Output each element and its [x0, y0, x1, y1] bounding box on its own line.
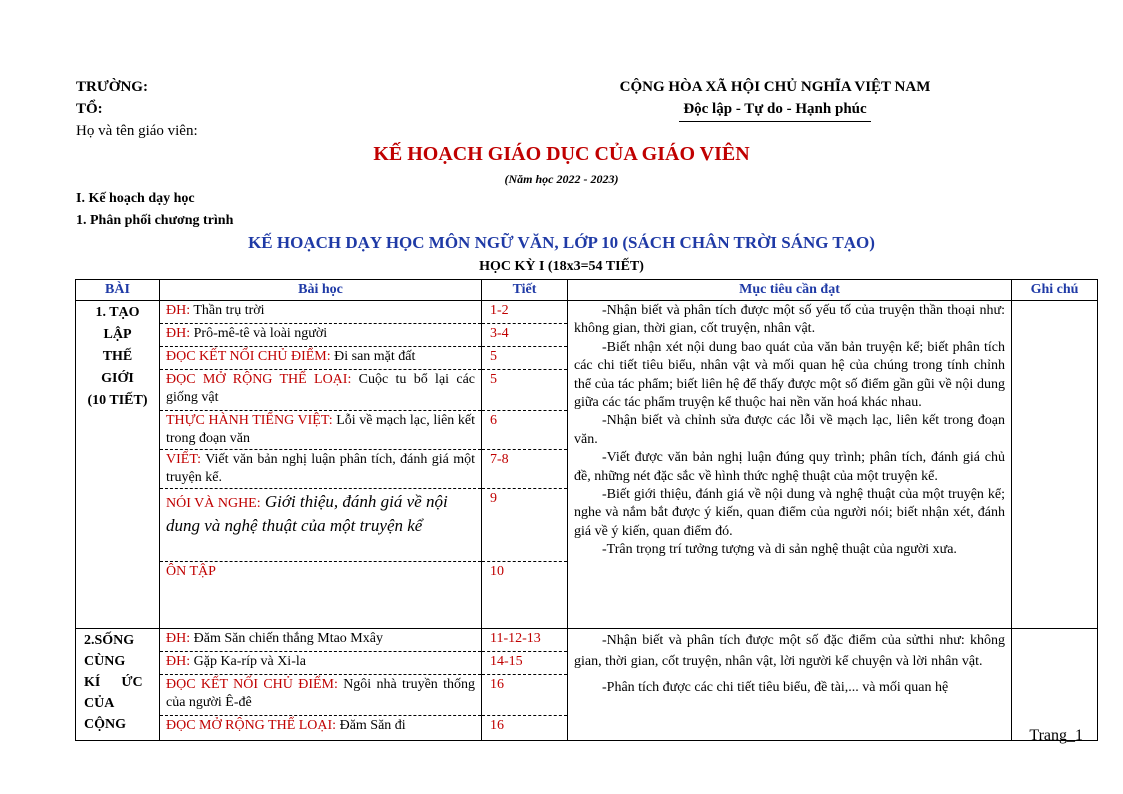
unit-2-lessons	[160, 629, 482, 741]
teacher-label: Họ và tên giáo viên:	[76, 123, 198, 139]
nation-title: CỘNG HÒA XÃ HỘI CHỦ NGHĨA VIỆT NAM	[619, 79, 931, 95]
unit-2-periods: 11-12-13 14-15 16 16	[482, 629, 568, 741]
list-item: THỰC HÀNH TIẾNG VIỆT: Lỗi về mạch lạc, liên kết trong đoạn văn	[160, 411, 481, 450]
table-row	[76, 301, 1098, 629]
motto: Độc lập - Tự do - Hạnh phúc	[679, 98, 870, 122]
header-unit: BÀI	[76, 280, 160, 301]
semester-label: HỌC KỲ I (18x3=54 TIẾT)	[479, 259, 644, 274]
header-right	[560, 76, 990, 122]
unit-1-notes	[1012, 301, 1098, 629]
school-year: (Năm học 2022 - 2023)	[504, 172, 619, 186]
header-goals: Mục tiêu cần đạt	[568, 280, 1012, 301]
unit-1-lessons	[160, 301, 482, 629]
list-item: NÓI VÀ NGHE: Giới thiệu, đánh giá về nội dung và nghệ thuật của một truyện kể	[160, 489, 481, 562]
list-item: ĐH: Thần trụ trời	[160, 301, 481, 324]
header-lesson: Bài học	[160, 280, 482, 301]
list-item: ĐỌC MỞ RỘNG THỂ LOẠI: Cuộc tu bổ lại các giống vật	[160, 370, 481, 411]
unit-1-goals: -Nhận biết và phân tích được một số yếu tố của truyện thần thoại như: không gian, thời gian, cốt truyện, nhân vật. -Biết nhận xét nội dung bao quát của văn bản truyện kể; biết phân tích các chi tiết tiêu biểu, nhân vật và mối quan hệ của chúng trong tính chỉnh thể của tác phẩm; biết liên hệ để thấy được một số điểm gần gũi về nội dung giữa các tác phẩm truyện kể thuộc hai nền văn hoá khác nhau. -Nhận biết và chỉnh sửa được các lỗi về mạch lạc, liên kết trong đoạn văn. -Viết được văn bản nghị luận đúng quy trình; phân tích, đánh giá chủ đề, những nét đặc sắc về hình thức nghệ thuật của một truyện kể. -Biết giới thiệu, đánh giá về nội dung và nghệ thuật của một truyện kể; nghe và nắm bắt được ý kiến, quan điểm của người nói; biết nhận xét, đánh giá về ý kiến, quan điểm đó. -Trân trọng trí tưởng tượng và di sản nghệ thuật của người xưa.	[568, 301, 1012, 629]
unit-1-periods: 1-2 3-4 5 5 6 7-8 9 10	[482, 301, 568, 629]
unit-2-name: 2.SỐNG CÙNG KÍ ỨC CỦA CỘNG	[76, 629, 160, 741]
table-header-row	[76, 280, 1098, 301]
header-left	[76, 76, 198, 142]
unit-2-goals: -Nhận biết và phân tích được một số đặc điểm của sửthi như: không gian, thời gian, cốt truyện, nhân vật, lời người kể chuyện và lời nhân vật. -Phân tích được các chi tiết tiêu biểu, đề tài,... và mối quan hệ	[568, 629, 1012, 741]
list-item: ĐỌC MỞ RỘNG THỂ LOẠI: Đăm Săn đi	[166, 718, 406, 733]
list-item: ĐH: Prô-mê-tê và loài người	[160, 324, 481, 347]
header-notes: Ghi chú	[1012, 280, 1098, 301]
list-item: VIẾT: Viết văn bản nghị luận phân tích, đánh giá một truyện kể.	[160, 450, 481, 489]
list-item: ĐH: Đăm Săn chiến thắng Mtao Mxây	[160, 629, 481, 652]
unit-2-notes	[1012, 629, 1098, 741]
section-heading-1: I. Kế hoạch dạy học	[76, 191, 195, 206]
school-label: TRƯỜNG:	[76, 79, 148, 95]
list-item: ÔN TẬP	[166, 564, 216, 579]
document-title: KẾ HOẠCH GIÁO DỤC CỦA GIÁO VIÊN	[373, 143, 750, 165]
list-item: ĐỌC KẾT NỐI CHỦ ĐIỂM: Đi san mặt đất	[160, 347, 481, 370]
unit-1-name: 1. TẠO LẬP THẾ GIỚI (10 TIẾT)	[76, 301, 160, 629]
header-period: Tiết	[482, 280, 568, 301]
plan-title: KẾ HOẠCH DẠY HỌC MÔN NGỮ VĂN, LỚP 10 (SÁCH CHÂN TRỜI SÁNG TẠO)	[248, 233, 875, 252]
list-item: ĐỌC KẾT NỐI CHỦ ĐIỂM: Ngôi nhà truyền thống của người Ê-đê	[160, 675, 481, 716]
page-number: Trang_1	[1029, 727, 1083, 744]
curriculum-table	[75, 279, 1098, 741]
group-label: TỔ:	[76, 101, 103, 117]
list-item: ĐH: Gặp Ka-ríp và Xi-la	[160, 652, 481, 675]
table-row	[76, 629, 1098, 741]
section-heading-2: 1. Phân phối chương trình	[76, 213, 234, 228]
